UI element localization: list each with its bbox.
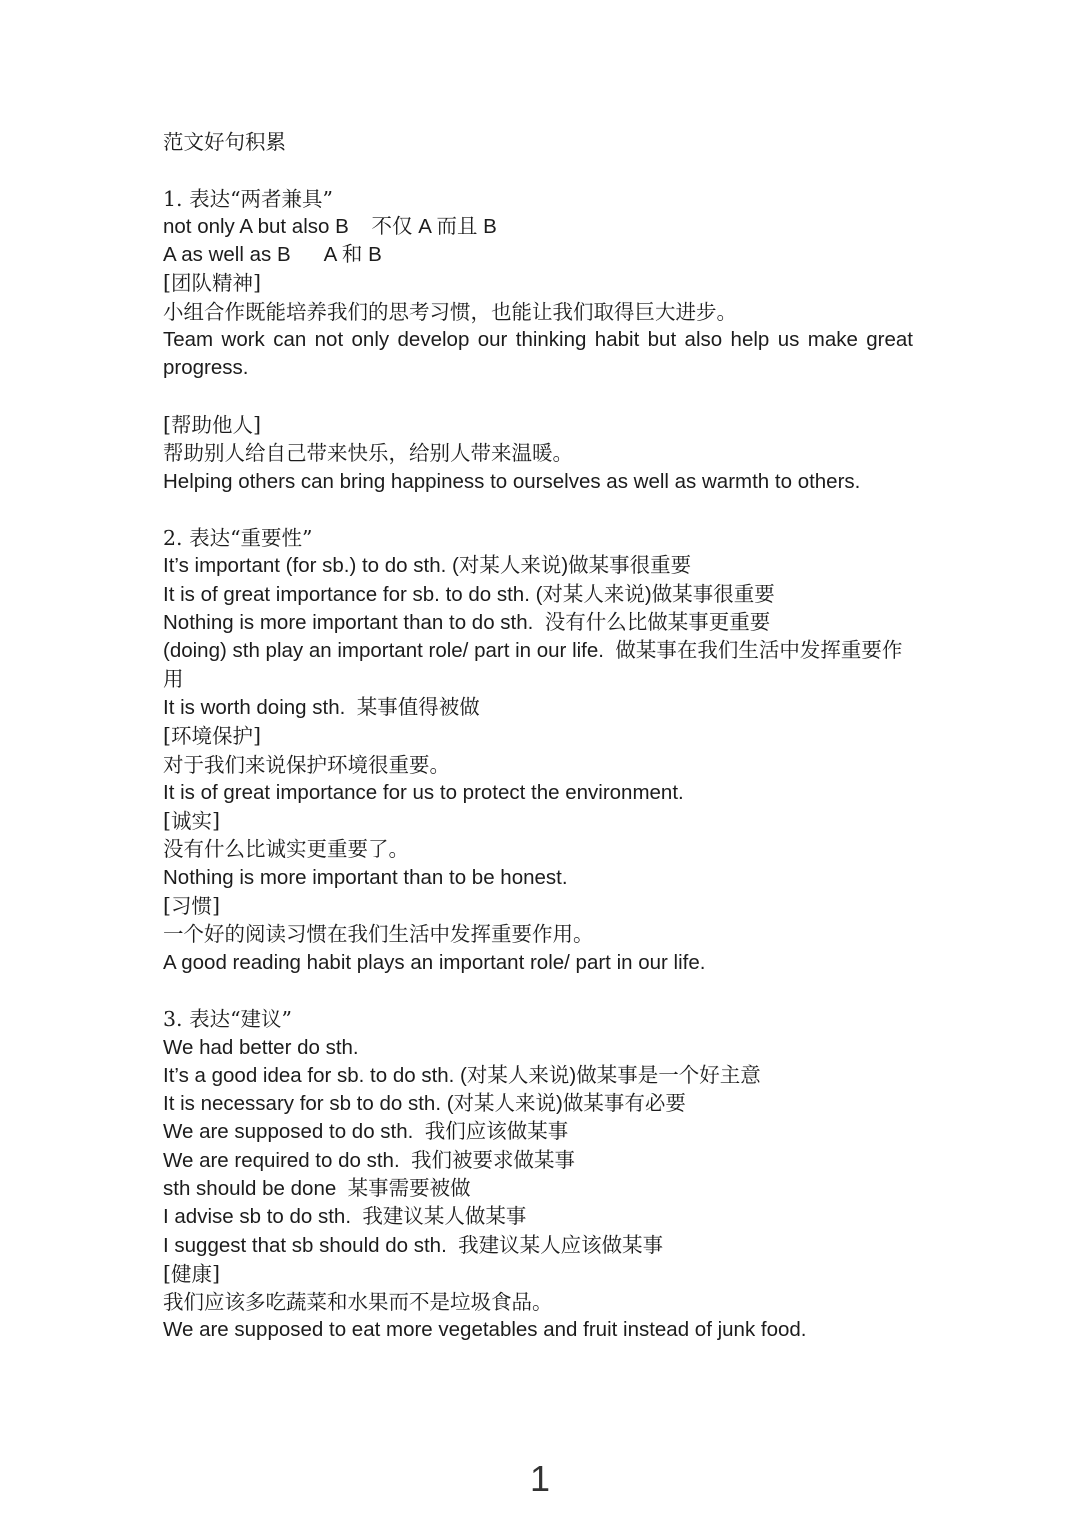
phrase-line: We are required to do sth. 我们被要求做某事: [163, 1148, 576, 1172]
section-heading: 3. 表达“建议”: [163, 1007, 293, 1032]
spacer: [163, 383, 913, 411]
phrase-line: I advise sb to do sth. 我建议某人做某事: [163, 1205, 527, 1229]
example-chinese: 帮助别人给自己带来快乐，给别人带来温暖。: [163, 441, 573, 466]
example-english: We are supposed to eat more vegetables and fruit instead of junk food.: [163, 1318, 807, 1342]
phrase-line: It’s important (for sb.) to do sth. (对某人来说)做某事很重要: [163, 554, 692, 578]
topic-label: [诚实]: [163, 809, 220, 834]
section-heading: 1. 表达“两者兼具”: [163, 186, 334, 211]
example-chinese: 我们应该多吃蔬菜和水果而不是垃圾食品。: [163, 1290, 553, 1315]
phrase-line: not only A but also B 不仅 A 而且 B: [163, 214, 497, 238]
topic-label: [团队精神]: [163, 271, 261, 296]
phrase-line: We are supposed to do sth. 我们应该做某事: [163, 1120, 569, 1144]
phrase-line: (doing) sth play an important role/ part in our life. 做某事在我们生活中发挥重要作用: [163, 639, 903, 691]
topic-label: [健康]: [163, 1261, 220, 1286]
example-english: A good reading habit plays an important role/ part in our life.: [163, 950, 706, 974]
phrase-line: We had better do sth.: [163, 1035, 359, 1059]
phrase-line: It is necessary for sb to do sth. (对某人来说)做某事有必要: [163, 1092, 686, 1116]
phrase-line: sth should be done 某事需要被做: [163, 1176, 471, 1200]
section-advice: [163, 1005, 913, 1345]
topic-label: [环境保护]: [163, 724, 261, 749]
phrase-line: I suggest that sb should do sth. 我建议某人应该做某事: [163, 1233, 664, 1257]
example-chinese: 小组合作既能培养我们的思考习惯，也能让我们取得巨大进步。: [163, 299, 737, 324]
section-importance: [163, 524, 913, 977]
example-english: Helping others can bring happiness to ourselves as well as warmth to others.: [163, 469, 861, 493]
phrase-line: A as well as B A 和 B: [163, 243, 382, 267]
phrase-line: It is of great importance for sb. to do sth. (对某人来说)做某事很重要: [163, 582, 775, 606]
example-english: Team work can not only develop our thinking habit but also help us make great progress.: [163, 328, 919, 380]
phrase-line: It’s a good idea for sb. to do sth. (对某人来说)做某事是一个好主意: [163, 1063, 761, 1087]
topic-label: [习惯]: [163, 894, 220, 919]
topic-label: [帮助他人]: [163, 412, 261, 437]
section-both: [163, 185, 919, 496]
phrase-line: It is worth doing sth. 某事值得被做: [163, 695, 480, 719]
spacer: [163, 977, 913, 1005]
example-chinese: 对于我们来说保护环境很重要。: [163, 752, 450, 777]
document-page: [163, 128, 919, 1345]
phrase-line: Nothing is more important than to do sth. 没有什么比做某事更重要: [163, 611, 771, 635]
spacer: [163, 496, 913, 524]
document-title: 范文好句积累: [163, 130, 286, 154]
section-heading: 2. 表达“重要性”: [163, 526, 313, 551]
example-english: Nothing is more important than to be honest.: [163, 865, 568, 889]
example-english: It is of great importance for us to protect the environment.: [163, 780, 684, 804]
example-chinese: 一个好的阅读习惯在我们生活中发挥重要作用。: [163, 922, 594, 947]
page-number: 1: [529, 1458, 551, 1499]
example-chinese: 没有什么比诚实更重要了。: [163, 837, 409, 862]
